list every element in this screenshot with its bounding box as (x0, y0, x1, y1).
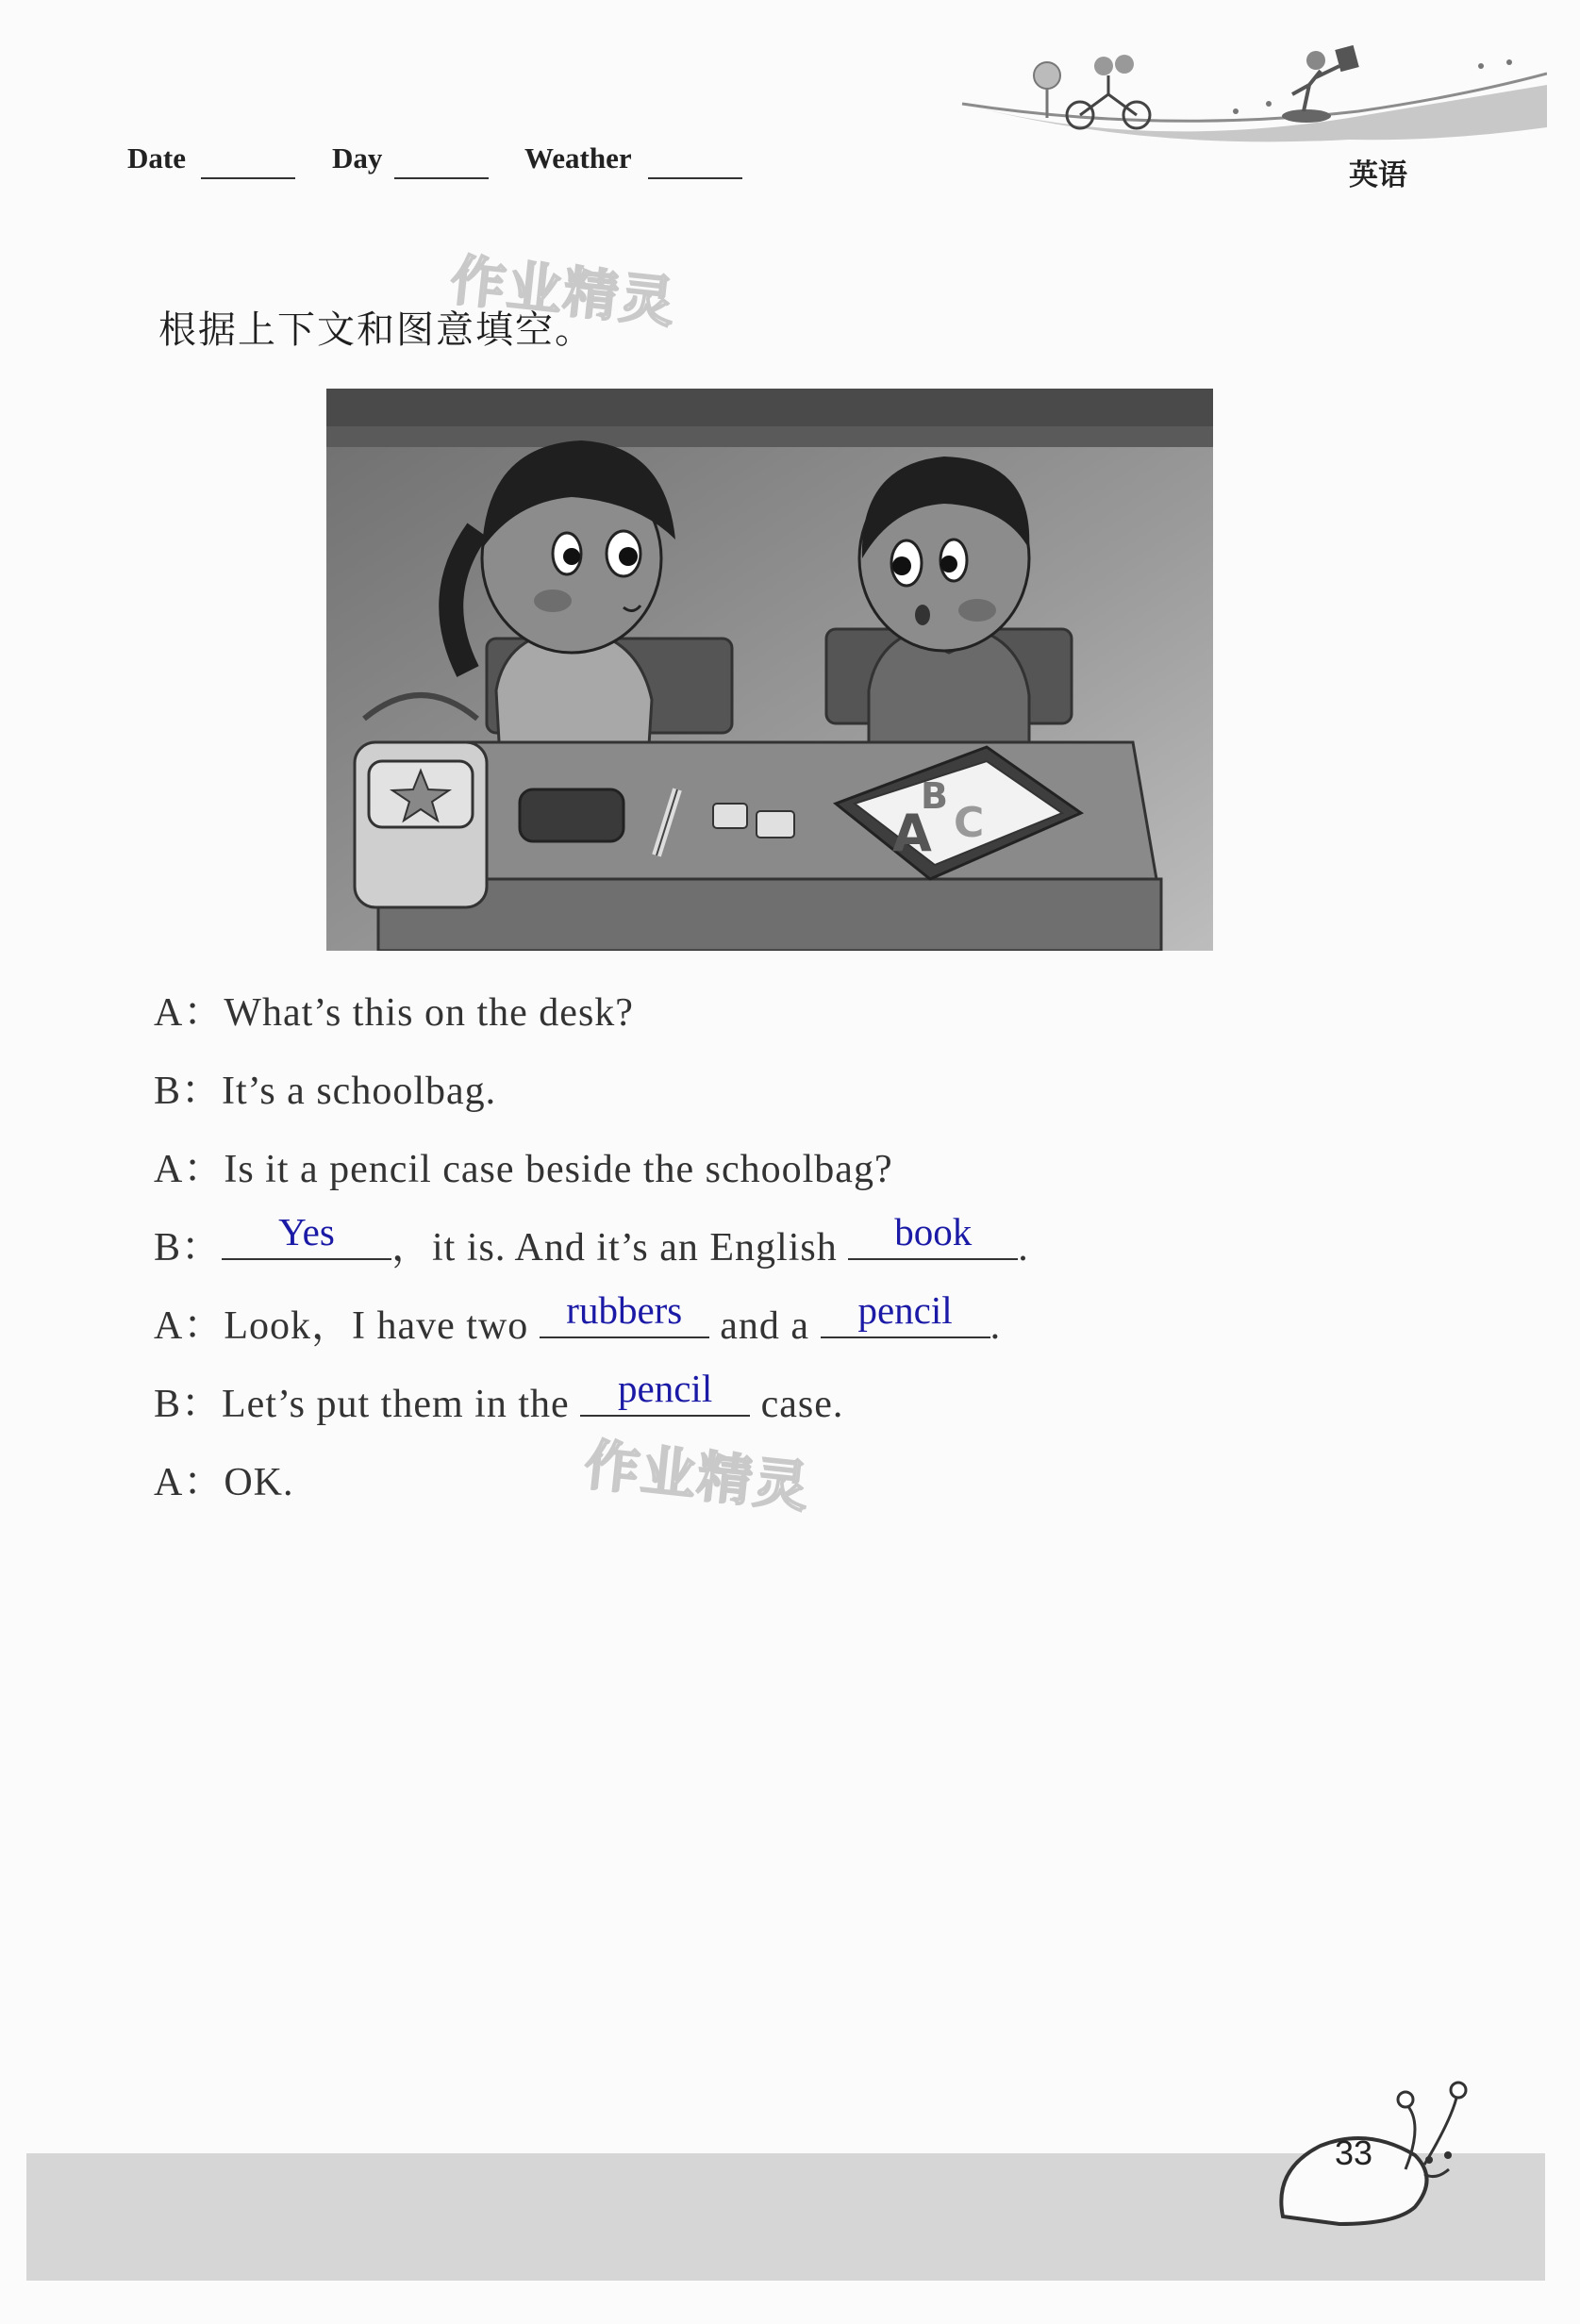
dialogue-line-3 (154, 1137, 893, 1194)
line-text: What’s this on the desk? (224, 991, 634, 1035)
answer-text: book (894, 1210, 973, 1253)
book-letter-b: B (921, 775, 948, 817)
dialogue-line-7 (154, 1451, 294, 1507)
weather-label: Weather (524, 141, 632, 174)
line-end: . (1018, 1226, 1029, 1270)
speaker: A： (154, 991, 225, 1035)
answer-blank-pencil[interactable] (821, 1288, 990, 1338)
speaker: B： (154, 1383, 223, 1426)
answer-text: pencil (857, 1288, 953, 1332)
day-label: Day (332, 141, 383, 174)
date-label: Date (127, 141, 186, 174)
rubber-2 (757, 811, 794, 838)
classroom-illustration (326, 389, 1213, 951)
watermark: 作业精灵 (447, 247, 680, 336)
header (0, 0, 1580, 192)
page-number: 33 (1334, 2133, 1373, 2172)
date-blank (201, 177, 295, 179)
answer-text: pencil (618, 1367, 713, 1410)
rubber-1 (713, 804, 747, 828)
line-end: . (990, 1304, 1002, 1348)
pencil-case (520, 789, 624, 841)
dialogue-line-6 (154, 1367, 844, 1429)
speaker: A： (154, 1304, 225, 1348)
line-text: OK. (224, 1461, 294, 1504)
day-blank (394, 177, 489, 179)
header-banner-illustration (953, 28, 1547, 151)
instruction-text: 根据上下文和图意填空。 (158, 308, 594, 352)
answer-blank-pencil-case[interactable] (580, 1367, 750, 1417)
subject-label: 英语 (1349, 158, 1407, 192)
blackboard-frame (326, 426, 1213, 447)
answer-text: rubbers (566, 1288, 683, 1332)
line-text: It’s a schoolbag. (222, 1070, 497, 1113)
line-text: and a (720, 1304, 810, 1348)
answer-blank-rubbers[interactable] (540, 1288, 709, 1338)
weather-blank (648, 177, 742, 179)
dialogue-line-4 (154, 1210, 1029, 1272)
book-letter-c: C (954, 799, 985, 847)
answer-text: Yes (278, 1210, 335, 1253)
speaker: B： (154, 1070, 223, 1113)
speaker: A： (154, 1461, 225, 1504)
book-letter-a: A (892, 804, 932, 863)
speaker: B： (154, 1226, 223, 1270)
watermark: 作业精灵 (581, 1432, 814, 1520)
dialogue-line-1 (154, 981, 634, 1038)
dialogue-line-2 (154, 1059, 496, 1116)
line-text: Is it a pencil case beside the schoolbag? (224, 1148, 893, 1191)
line-text: Let’s put them in the (222, 1383, 570, 1426)
line-text: ，it is. And it’s an English (391, 1226, 838, 1270)
answer-blank-book[interactable] (848, 1210, 1018, 1260)
dialogue-line-5 (154, 1288, 1002, 1351)
speaker: A： (154, 1148, 225, 1191)
answer-blank-yes[interactable] (222, 1210, 391, 1260)
line-end: case. (760, 1383, 844, 1426)
line-text: Look，I have two (224, 1304, 529, 1348)
boy-figure (859, 456, 1029, 775)
